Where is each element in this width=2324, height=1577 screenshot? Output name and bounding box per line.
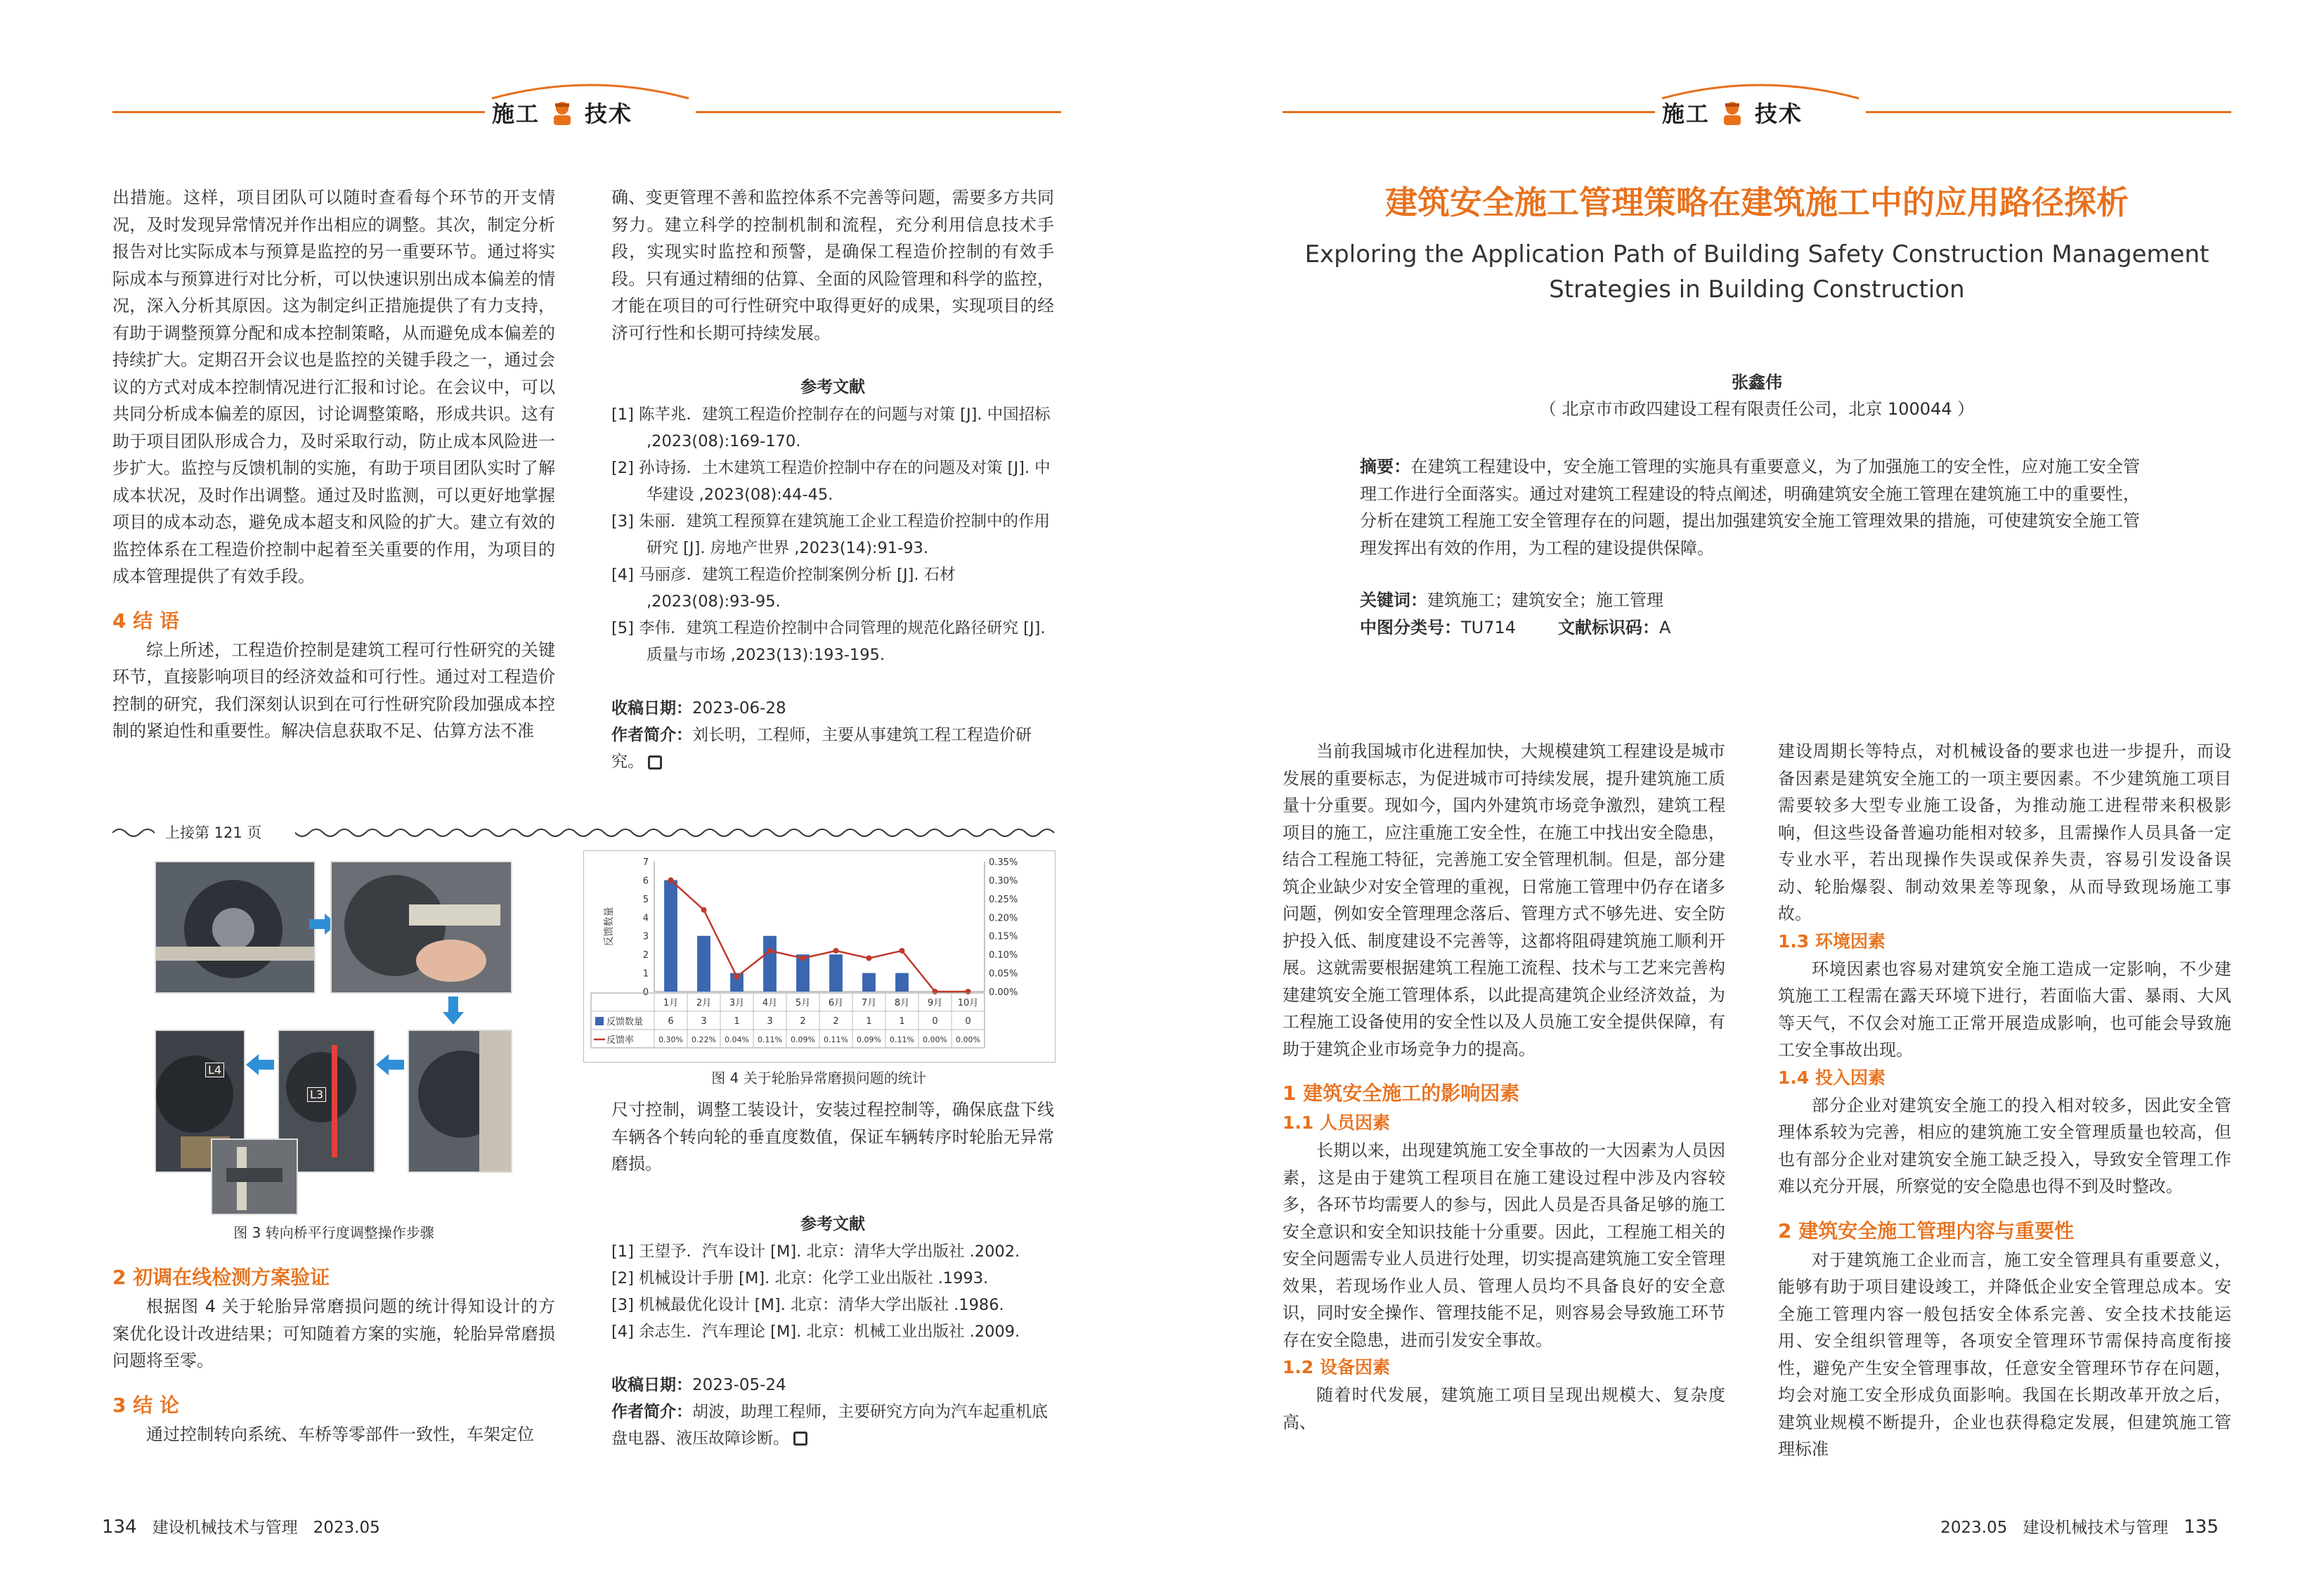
header-left-word-r: 施工 <box>1662 100 1710 127</box>
received-date: 收稿日期：2023-06-28 <box>611 699 786 718</box>
left-col1-bottom <box>112 1262 555 1448</box>
rate-point <box>966 989 971 994</box>
reference-item: [4] 马丽彦．建筑工程造价控制案例分析 [J]. 石材 ,2023(08):93-95. <box>611 566 956 611</box>
arrow-left-icon <box>246 1054 274 1075</box>
subsection-heading: 1.4 投入因素 <box>1778 1067 1885 1088</box>
worker-icon <box>1717 97 1748 128</box>
right-header-line-right <box>1866 111 2231 113</box>
left-header-badge <box>492 95 632 130</box>
x-tick-label: 4月 <box>762 998 778 1008</box>
photo-label-l4: L4 <box>205 1063 224 1077</box>
y2-tick-label: 0.10% <box>989 950 1018 961</box>
x-tick-label: 5月 <box>795 998 811 1008</box>
bar-data-label: 2 <box>833 1016 839 1027</box>
header-right-word-r: 技术 <box>1755 100 1803 127</box>
rate-data-label: 0.11% <box>824 1035 848 1044</box>
classification: 中图分类号：TU714 文献标识码：A <box>1360 617 1671 637</box>
y2-tick-label: 0.25% <box>989 894 1018 905</box>
bar-data-label: 1 <box>734 1016 740 1027</box>
body-paragraph: 出措施。这样，项目团队可以随时查看每个环节的开支情况，及时发现异常情况并作出相应的调整。其次，制定分析报告对比实际成本与预算是监控的另一重要环节。通过将实际成本与预算进行对比分析，可以快速识别出成本偏差的情况，深入分析其原因。这为制定纠正措施提供了有力支持，有助于调整预算分配和成本控制策略，从而避免成本偏差的持续扩大。定期召开会议也是监控的关键手段之一，通过会议的方式对成本控制情况进行汇报和讨论。在会议中，可以共同分析成本偏差的原因，讨论调整策略，形成共识。这有助于项目团队形成合力，及时采取行动，防止成本风险进一步扩大。监控与反馈机制的实施，有助于项目团队实时了解成本状况，及时作出调整。通过及时监测，可以更好地掌握项目的成本动态，避免成本超支和风险的扩大。建立有效的监控体系在工程造价控制中起着至关重要的作用，为项目的成本管理提供了有效手段。 <box>112 188 555 586</box>
x-tick-label: 2月 <box>696 998 712 1008</box>
y-tick-label: 2 <box>642 950 649 961</box>
journal-name: 建设机械技术与管理 <box>2023 1519 2169 1537</box>
section-heading: 4 结 语 <box>112 609 179 632</box>
subsection-heading: 1.1 人员因素 <box>1283 1112 1390 1133</box>
reference-item: [3] 机械最优化设计 [M]. 北京：清华大学出版社 .1986. <box>611 1295 1004 1314</box>
left-header-arc <box>485 79 696 100</box>
y-tick-label: 1 <box>642 968 649 980</box>
rate-data-label: 0.11% <box>890 1035 914 1044</box>
right-header-badge <box>1662 95 1803 130</box>
reference-item: [1] 陈芊兆．建筑工程造价控制存在的问题与对策 [J]. 中国招标 ,2023(08):169-170. <box>611 405 1051 450</box>
arrow-down-icon <box>443 997 464 1025</box>
y2-tick-label: 0.00% <box>989 987 1018 998</box>
legend-line-label: 反馈率 <box>606 1035 635 1046</box>
reference-item: [1] 王望予．汽车设计 [M]. 北京：清华大学出版社 .2002. <box>611 1242 1020 1261</box>
step-photo-5 <box>408 1030 512 1173</box>
step-photo-2 <box>330 861 512 994</box>
header-left-word: 施工 <box>492 100 540 127</box>
bar <box>664 880 677 992</box>
bar-data-label: 0 <box>965 1016 971 1027</box>
bar-data-label: 0 <box>932 1016 938 1027</box>
rate-point <box>900 948 905 954</box>
feedback-chart <box>584 851 1055 1062</box>
left-header-line-left <box>112 111 485 113</box>
step-photo-1 <box>155 861 316 994</box>
y2-tick-label: 0.30% <box>989 876 1018 887</box>
rate-point <box>866 955 872 961</box>
rate-point <box>734 974 740 980</box>
right-header-line-left <box>1283 111 1655 113</box>
left-footer <box>102 1514 380 1538</box>
worker-icon <box>547 97 578 128</box>
y-tick-label: 5 <box>642 894 649 905</box>
rate-point <box>800 955 806 961</box>
abstract: 摘要：在建筑工程建设中，安全施工管理的实施具有重要意义，为了加强施工的安全性，应对施工安全管理工作进行全面落实。通过对建筑工程建设的特点阐述，明确建筑安全施工管理在建筑施工中的重要性，分析在建筑工程施工安全管理存在的问题，提出加强建筑安全施工管理效果的措施，可使建筑安全施工管理发挥出有效的作用，为工程的建设提供保障。 <box>1360 457 2141 558</box>
reference-list <box>611 401 1054 668</box>
rate-data-label: 0.00% <box>923 1035 947 1044</box>
x-tick-label: 3月 <box>729 998 745 1008</box>
reference-list <box>611 1238 1054 1345</box>
rate-point <box>701 907 707 913</box>
rate-data-label: 0.11% <box>758 1035 782 1044</box>
bar <box>829 954 843 992</box>
header-right-word: 技术 <box>585 100 633 127</box>
body-paragraph: 确、变更管理不善和监控体系不完善等问题，需要多方共同努力。建立科学的控制机制和流程，充分利用信息技术手段，实现实时监控和预警，是确保工程造价控制的有效手段。只有通过精细的估算、全面的风险管理和科学的监控，才能在项目的可行性研究中取得更好的成果，实现项目的经济可行性和长期可持续发展。 <box>611 188 1054 343</box>
keywords: 关键词：建筑施工；建筑安全；施工管理 <box>1360 590 1663 610</box>
page-number: 134 <box>102 1517 137 1538</box>
body-paragraph: 环境因素也容易对建筑安全施工造成一定影响，不少建筑施工工程需在露天环境下进行，若面临大雷、暴雨、大风等天气，不仅会对施工正常开展造成影响，也可能会导致施工安全事故出现。 <box>1778 959 2231 1060</box>
rate-data-label: 0.09% <box>857 1035 881 1044</box>
bar-data-label: 3 <box>701 1016 707 1027</box>
references-title: 参考文献 <box>800 1214 865 1233</box>
article-title-en-2: Strategies in Building Construction <box>1549 275 1965 304</box>
x-tick-label: 10月 <box>957 998 979 1008</box>
y2-tick-label: 0.15% <box>989 931 1018 942</box>
step-photo-6 <box>211 1138 298 1215</box>
end-mark-icon <box>648 755 662 770</box>
x-tick-label: 7月 <box>861 998 877 1008</box>
legend-bar-label: 反馈数量 <box>606 1017 644 1027</box>
rate-point <box>668 877 674 883</box>
y2-tick-label: 0.05% <box>989 968 1018 980</box>
body-paragraph: 尺寸控制，调整工装设计，安装过程控制等，确保底盘下线车辆各个转向轮的垂直度数值，保证车辆转序时轮胎无异常磨损。 <box>611 1100 1054 1174</box>
rate-data-label: 0.30% <box>658 1035 683 1044</box>
rate-data-label: 0.00% <box>956 1035 980 1044</box>
x-tick-label: 9月 <box>927 998 943 1008</box>
bar-data-label: 6 <box>668 1016 674 1027</box>
legend-bar-swatch <box>595 1017 604 1025</box>
y-tick-label: 7 <box>642 857 649 868</box>
rate-point <box>833 948 839 954</box>
reference-item: [3] 朱丽．建筑工程预算在建筑施工企业工程造价控制中的作用研究 [J]. 房地产世界 ,2023(14):91-93. <box>611 512 1051 557</box>
article-title-en-1: Exploring the Application Path of Building Safety Construction Management <box>1304 240 2209 268</box>
author-affiliation: （ 北京市市政四建设工程有限责任公司，北京 100044 ） <box>1539 399 1975 419</box>
abstract-block <box>1360 453 2140 641</box>
bar-data-label: 1 <box>866 1016 872 1027</box>
body-paragraph: 通过控制转向系统、车桥等零部件一致性，车架定位 <box>146 1424 534 1444</box>
issue: 2023.05 <box>313 1519 380 1537</box>
rate-point <box>933 989 938 994</box>
article-author: 张鑫伟 <box>1732 372 1782 392</box>
x-tick-label: 8月 <box>894 998 910 1008</box>
rate-line <box>671 880 968 992</box>
left-header-line-right <box>696 111 1061 113</box>
received-date: 收稿日期：2023-05-24 <box>611 1375 786 1394</box>
journal-name: 建设机械技术与管理 <box>152 1519 298 1537</box>
page-number: 135 <box>2183 1517 2219 1538</box>
x-tick-label: 1月 <box>663 998 679 1008</box>
body-paragraph: 长期以来，出现建筑施工安全事故的一大因素为人员因素，这是由于建筑工程项目在施工建设过程中涉及内容较多，各环节均需要人的参与，因此人员是否具备足够的施工安全意识和安全知识技能十分重要。因此，工程施工相关的安全问题需专业人员进行处理，切实提高建筑施工安全管理效果，若现场作业人员、管理人员均不具备良好的安全意识，同时安全操作、管理技能不足，则容易会导致施工环节存在安全隐患，进而引发安全事故。 <box>1283 1141 1725 1350</box>
rate-data-label: 0.09% <box>791 1035 815 1044</box>
y-tick-label: 3 <box>642 931 649 942</box>
y-tick-label: 0 <box>642 987 649 998</box>
section-heading: 3 结 论 <box>112 1393 179 1417</box>
body-paragraph: 部分企业对建筑安全施工的投入相对较多，因此安全管理体系较为完善，相应的建筑施工安全管理质量也较高，但也有部分企业对建筑安全施工缺乏投入，导致安全管理工作难以充分开展，所察觉的安全隐患也得不到及时整改。 <box>1778 1095 2231 1196</box>
photo-label-l3: L3 <box>307 1087 326 1102</box>
left-col2-bottom <box>611 1096 1054 1452</box>
body-paragraph: 随着时代发展，建筑施工项目呈现出规模大、复杂度高、 <box>1283 1385 1725 1432</box>
author-bio: 作者简介：胡波，助理工程师，主要研究方向为汽车起重机底盘电器、液压故障诊断。 <box>611 1402 1048 1448</box>
bar <box>763 936 777 992</box>
reference-item: [2] 机械设计手册 [M]. 北京：化学工业出版社 .1993. <box>611 1268 989 1287</box>
body-paragraph: 当前我国城市化进程加快，大规模建筑工程建设是城市发展的重要标志，为促进城市可持续发展，提升建筑施工质量十分重要。现如今，国内外建筑市场竞争激烈，建筑工程项目的施工，应注重施工安全性，在施工中找出安全隐患，结合工程施工特征，完善施工安全管理机制。但是，部分建筑企业缺少对安全管理的重视，日常施工管理中仍存在诸多问题，例如安全管理理念落后、管理方式不够先进、安全防护投入低、制度建设不完善等，这都将阻碍建筑施工顺利开展。这就需要根据建筑工程施工流程、技术与工艺来完善构建建筑安全施工管理体系，以此提高建筑企业经济效益，为工程施工设备使用的安全性以及人员施工安全提供保障，有助于建筑企业市场竞争力的提高。 <box>1283 741 1725 1059</box>
bar-data-label: 1 <box>899 1016 905 1027</box>
y-tick-label: 6 <box>642 876 649 887</box>
x-tick-label: 6月 <box>828 998 844 1008</box>
body-paragraph: 建设周期长等特点，对机械设备的要求也进一步提升，而设备因素是建筑安全施工的一项主要因素。不少建筑施工项目需要较多大型专业施工设备，为推动施工进程带来积极影响，但这些设备普遍功能相对较多，且需操作人员具备一定专业水平，若出现操作失误或保养失责，容易引发设备误动、轮胎爆裂、制动效果差等现象，从而导致现场施工事故。 <box>1778 741 2231 923</box>
right-footer <box>1940 1514 2219 1538</box>
subsection-heading: 1.3 环境因素 <box>1778 930 1885 952</box>
article-title-cn: 建筑安全施工管理策略在建筑施工中的应用路径探析 <box>1385 183 2129 221</box>
left-col1-top <box>112 184 555 745</box>
issue: 2023.05 <box>1940 1519 2008 1537</box>
right-header-arc <box>1655 79 1866 100</box>
reference-item: [5] 李伟．建筑工程造价控制中合同管理的规范化路径研究 [J]. 质量与市场 ,2023(13):193-195. <box>611 619 1046 664</box>
body-paragraph: 对于建筑施工企业而言，施工安全管理具有重要意义，能够有助于项目建设竣工，并降低企业安全管理总成本。安全施工管理内容一般包括安全体系完善、安全技术技能运用、安全组织管理等，各项安全管理环节需保持高度衔接性，避免产生安全管理事故，任意安全管理环节存在问题，均会对施工安全形成负面影响。我国在长期改革开放之后，建筑业规模不断提升，企业也获得稳定发展，但建筑施工管理标准 <box>1778 1250 2231 1459</box>
rate-point <box>767 948 773 954</box>
section-heading: 1 建筑安全施工的影响因素 <box>1283 1082 1520 1105</box>
figure-4-chart <box>583 850 1056 1063</box>
rate-data-label: 0.04% <box>725 1035 749 1044</box>
references-title: 参考文献 <box>800 378 865 396</box>
bar-data-label: 2 <box>800 1016 806 1027</box>
subsection-heading: 1.2 设备因素 <box>1283 1357 1390 1377</box>
section-heading: 2 初调在线检测方案验证 <box>112 1266 330 1289</box>
arrow-left-icon <box>376 1054 404 1075</box>
right-col1 <box>1283 738 1725 1436</box>
reference-item: [2] 孙诗扬．土木建筑工程造价控制中存在的问题及对策 [J]. 中华建设 ,2023(08):44-45. <box>611 459 1051 504</box>
continued-from-label: 上接第 121 页 <box>165 824 262 841</box>
bar <box>697 936 710 992</box>
y-tick-label: 4 <box>642 913 649 924</box>
section-heading: 2 建筑安全施工管理内容与重要性 <box>1778 1219 2075 1242</box>
bar <box>895 973 909 992</box>
y-axis-label: 反馈数量 <box>604 907 615 947</box>
right-col2 <box>1778 738 2231 1463</box>
left-col2-top <box>611 184 1054 775</box>
body-paragraph: 综上所述，工程造价控制是建筑工程可行性研究的关键环节，直接影响项目的经济效益和可行性。通过对工程造价控制的研究，我们深刻认识到在可行性研究阶段加强成本控制的紧迫性和重要性。解决信息获取不足、估算方法不准 <box>112 640 555 741</box>
author-bio: 作者简介：刘长明，工程师，主要从事建筑工程工程造价研究。 <box>611 726 1032 771</box>
figure-4-caption: 图 4 关于轮胎异常磨损问题的统计 <box>711 1070 926 1086</box>
bar <box>862 973 876 992</box>
figure-3-caption: 图 3 转向桥平行度调整操作步骤 <box>233 1224 434 1241</box>
bar-data-label: 3 <box>767 1016 773 1027</box>
reference-item: [4] 余志生．汽车理论 [M]. 北京：机械工业出版社 .2009. <box>611 1322 1020 1341</box>
y2-tick-label: 0.35% <box>989 857 1018 868</box>
body-paragraph: 根据图 4 关于轮胎异常磨损问题的统计得知设计的方案优化设计改进结果；可知随着方案的实施，轮胎异常磨损问题将至零。 <box>112 1297 555 1370</box>
end-mark-icon <box>793 1432 807 1446</box>
rate-data-label: 0.22% <box>692 1035 716 1044</box>
y2-tick-label: 0.20% <box>989 913 1018 924</box>
